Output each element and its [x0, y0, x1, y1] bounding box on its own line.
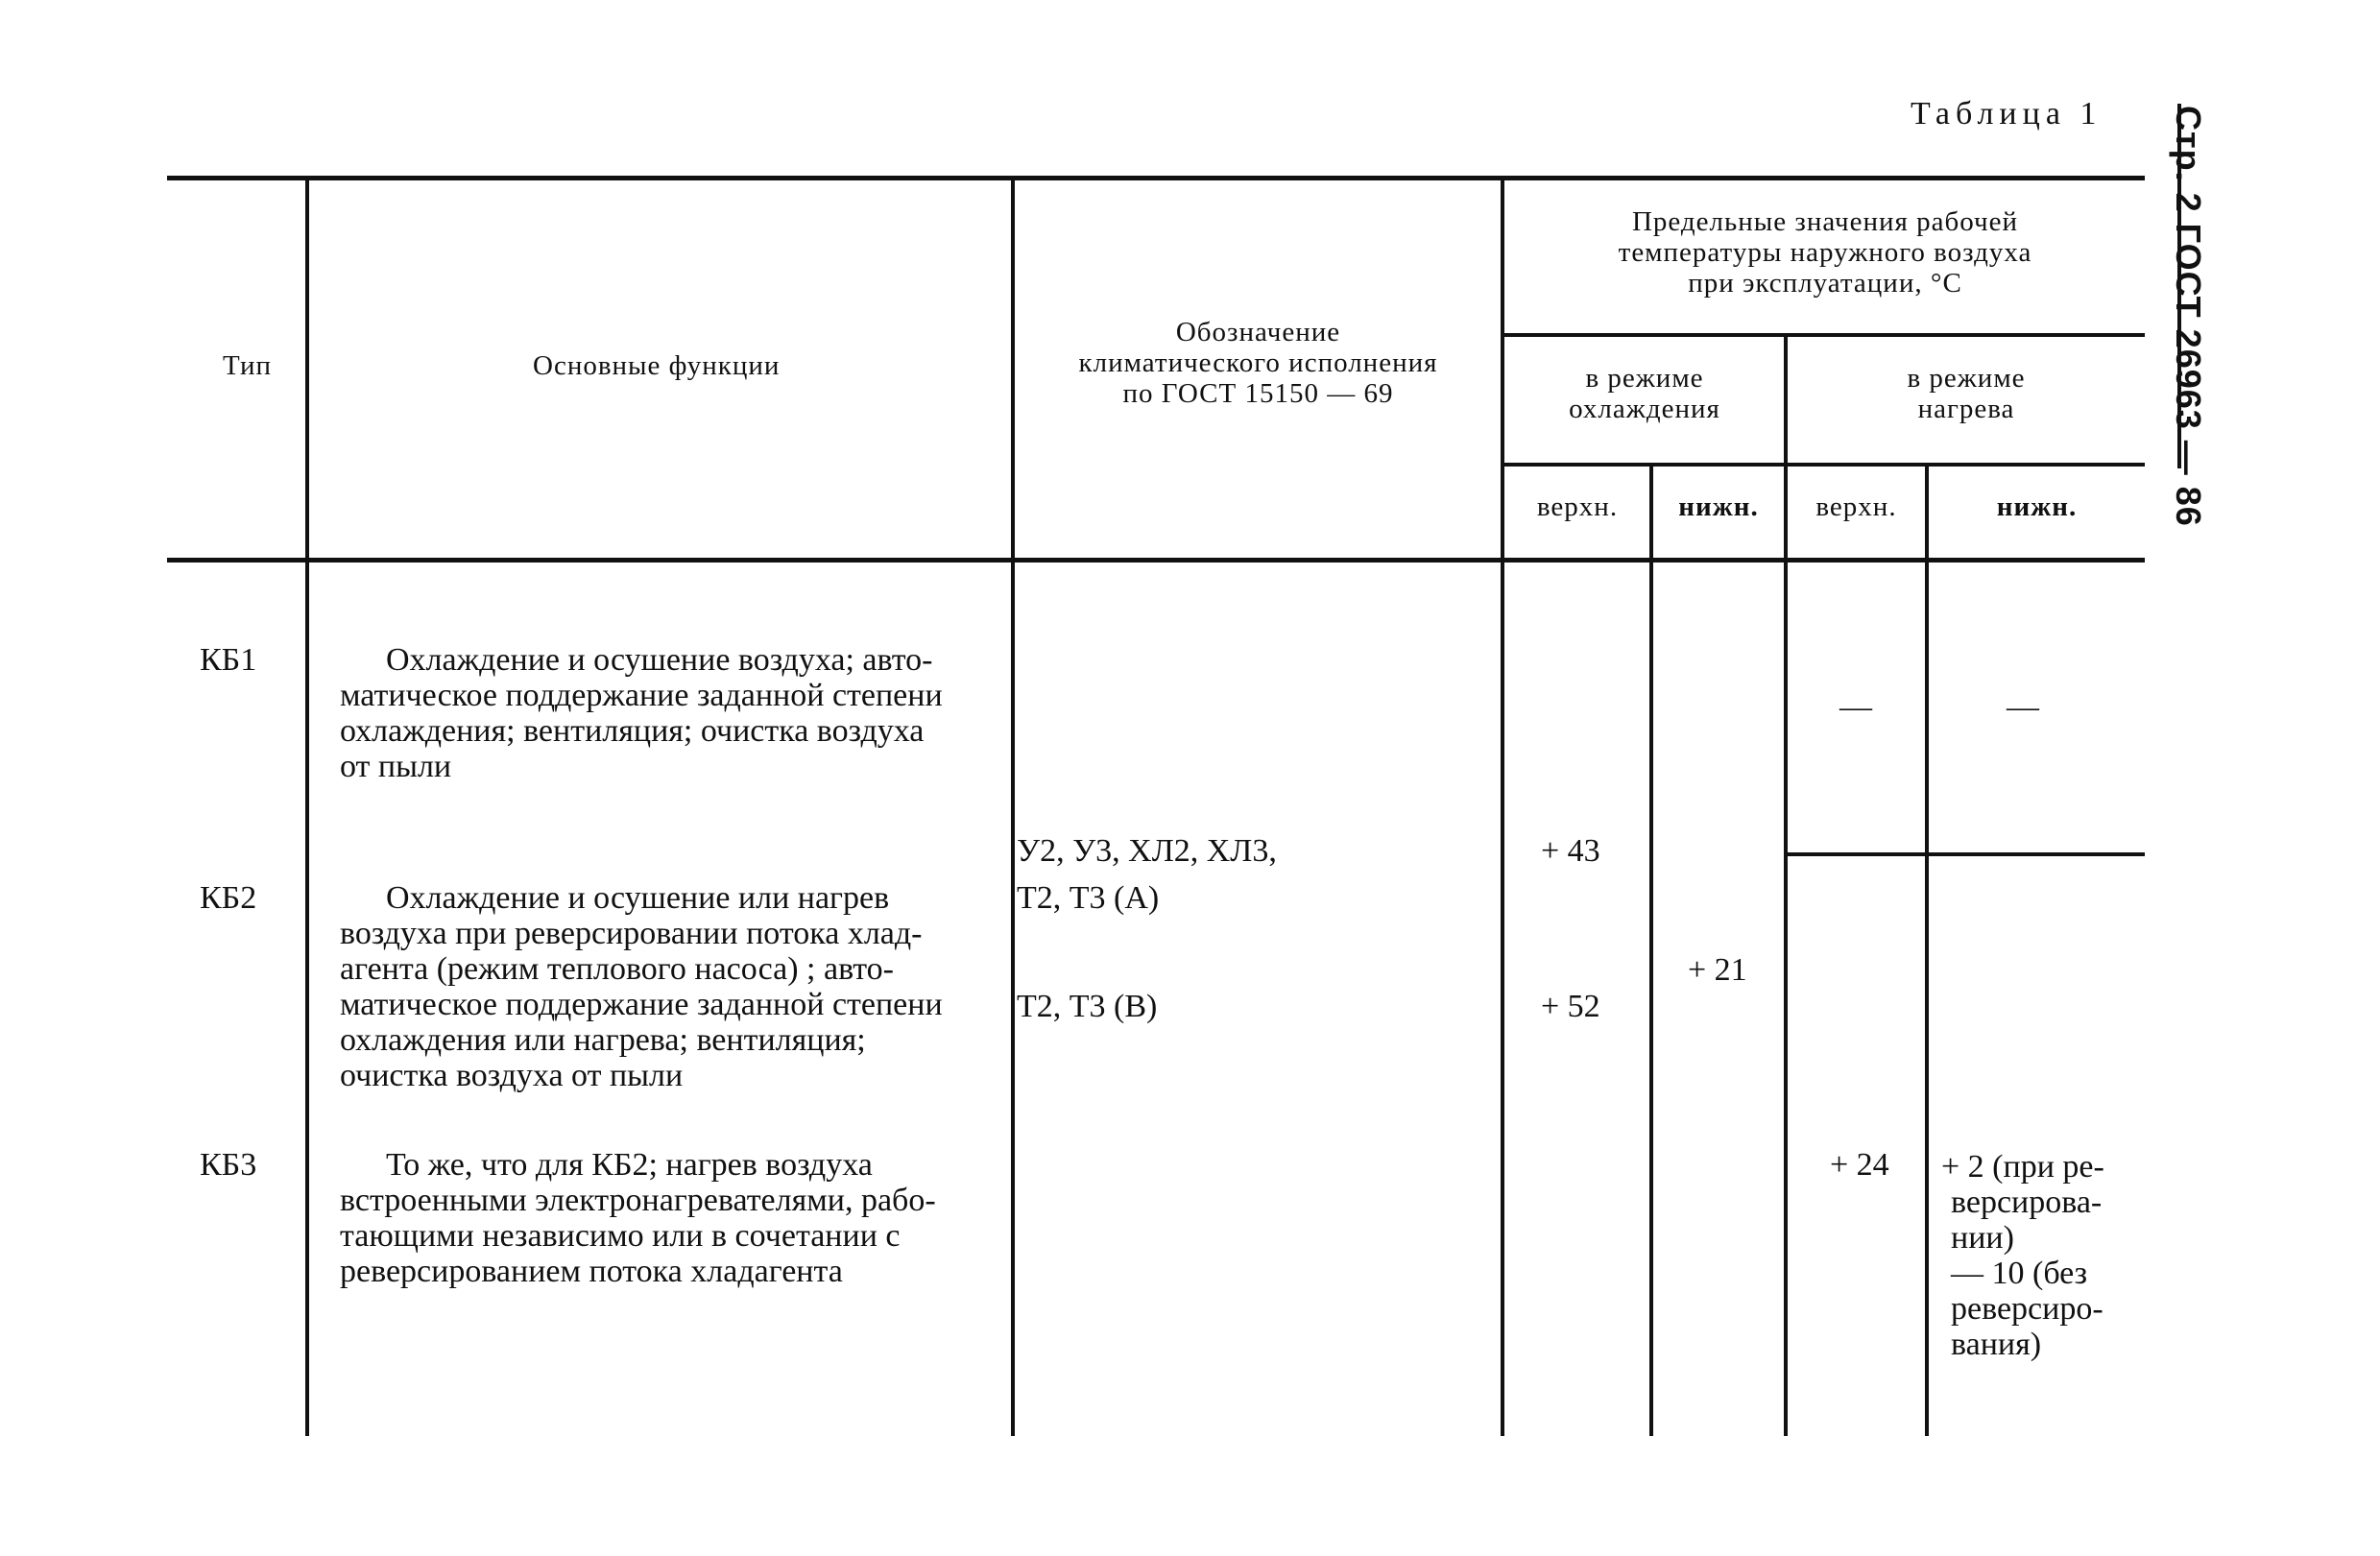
function-line: охлаждения или нагрева; вентиляция;	[340, 1022, 866, 1058]
cooling-upper-b: + 52	[1541, 989, 1600, 1024]
row-type: КБ3	[200, 1147, 257, 1183]
header-cooling-mode	[1505, 363, 1784, 424]
function-line: очистка воздуха от пыли	[340, 1058, 684, 1093]
heating-lower-line: — 10 (без	[1951, 1256, 2088, 1291]
function-line: от пыли	[340, 749, 452, 784]
header-functions: Основные функции	[533, 350, 781, 381]
header-limits-line: при эксплуатации, °С	[1688, 268, 1962, 299]
row-functions	[340, 1147, 936, 1289]
header-designation-line: климатического исполнения	[1078, 347, 1438, 378]
designation-a-line2: Т2, Т3 (А)	[1017, 880, 1160, 916]
designation-a-line1: У2, У3, ХЛ2, ХЛ3,	[1017, 833, 1277, 869]
cooling-upper-a: + 43	[1541, 833, 1600, 869]
function-line: матическое поддержание заданной степени	[340, 987, 943, 1022]
header-designation	[1016, 317, 1501, 409]
heating-lower-line: + 2 (при ре-	[1941, 1149, 2104, 1185]
kb1-heating-lower: —	[2007, 689, 2039, 725]
function-line: реверсированием потока хладагента	[340, 1254, 843, 1289]
heating-separator-rule	[1784, 852, 2145, 856]
function-line: тающими независимо или в сочетании с	[340, 1218, 901, 1254]
header-heating-upper: верхн.	[1815, 491, 1897, 522]
col-rule-6	[1925, 463, 1929, 1436]
function-line: встроенными электронагревателями, рабо-	[340, 1183, 936, 1218]
header-cooling-line: в режиме	[1585, 363, 1704, 394]
function-line: агента (режим теплового насоса) ; авто-	[340, 951, 895, 987]
header-heating-line: в режиме	[1907, 363, 2026, 394]
page-label: Стр. 2 ГОСТ 26963 — 86	[2169, 106, 2208, 527]
function-line: матическое поддержание заданной степени	[340, 678, 943, 713]
designation-b: Т2, Т3 (В)	[1017, 989, 1158, 1024]
mode-rule	[1503, 463, 2145, 467]
kb3-heating-upper: + 24	[1830, 1147, 1889, 1183]
header-cooling-lower: нижн.	[1678, 491, 1759, 522]
function-line: Охлаждение и осушение воздуха; авто-	[386, 642, 933, 678]
header-limits-line: Предельные значения рабочей	[1631, 206, 2018, 237]
header-cooling-line: охлаждения	[1569, 394, 1720, 424]
function-line: Охлаждение и осушение или нагрев	[386, 880, 890, 916]
col-rule-2	[1011, 176, 1015, 1436]
heating-lower-line: версирова-	[1951, 1185, 2103, 1220]
table-top-rule	[167, 176, 2145, 180]
header-limits	[1505, 206, 2145, 299]
row-type: КБ2	[200, 880, 257, 916]
heating-lower-line: реверсиро-	[1951, 1291, 2104, 1327]
limits-rule	[1503, 333, 2145, 337]
row-functions	[340, 642, 943, 784]
header-bottom-rule	[167, 558, 2145, 563]
heating-lower-line: вания)	[1951, 1327, 2042, 1362]
function-line: То же, что для КБ2; нагрев воздуха	[386, 1147, 873, 1183]
table-label: Таблица 1	[1911, 96, 2103, 132]
heating-lower-line: нии)	[1951, 1220, 2014, 1256]
header-cooling-upper: верхн.	[1536, 491, 1619, 522]
function-line: воздуха при реверсировании потока хлад-	[340, 916, 923, 951]
header-heating-line: нагрева	[1917, 394, 2015, 424]
header-heating-mode	[1788, 363, 2145, 424]
col-rule-1	[305, 176, 309, 1436]
cooling-lower: + 21	[1688, 952, 1747, 988]
kb3-heating-lower	[1941, 1149, 2104, 1362]
row-functions	[340, 880, 943, 1093]
function-line: охлаждения; вентиляция; очистка воздуха	[340, 713, 925, 749]
header-designation-line: Обозначение	[1175, 317, 1341, 347]
header-designation-line: по ГОСТ 15150 — 69	[1122, 378, 1394, 409]
header-heating-lower: нижн.	[1996, 491, 2078, 522]
header-type: Тип	[223, 350, 273, 381]
col-rule-3	[1501, 176, 1504, 1436]
row-type: КБ1	[200, 642, 257, 678]
kb1-heating-upper: —	[1839, 689, 1872, 725]
col-rule-4	[1649, 463, 1653, 1436]
header-limits-line: температуры наружного воздуха	[1618, 237, 2032, 268]
